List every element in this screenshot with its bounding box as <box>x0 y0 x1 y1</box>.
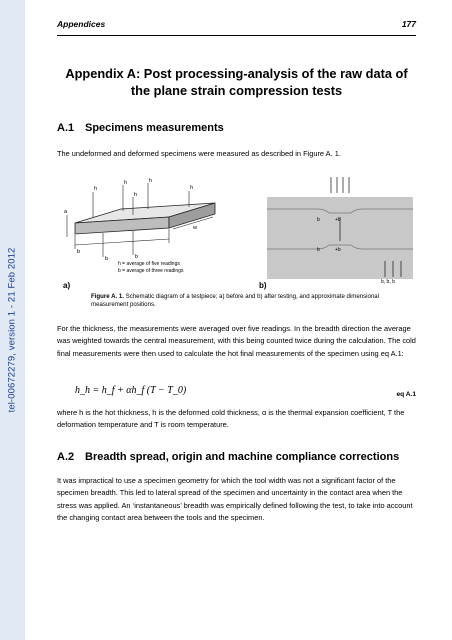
specimen-after-diagram <box>265 177 415 285</box>
svg-text:b: b <box>317 217 320 223</box>
equation-a1: h_h = h_f + αh_f (T − T_0) <box>75 385 187 396</box>
svg-text:h: h <box>149 178 153 184</box>
appendix-title <box>57 65 416 99</box>
section-number: A.1 <box>57 122 75 134</box>
svg-text:h: h <box>134 192 138 198</box>
figure-label-b: b) <box>259 281 267 290</box>
section-number: A.2 <box>57 451 75 463</box>
svg-text:b: b <box>77 249 81 255</box>
svg-text:b: b <box>105 256 109 262</box>
appendix-title-line-2: the plane strain compression tests <box>130 83 343 98</box>
section-heading-a1 <box>57 122 224 134</box>
svg-text:+b: +b <box>335 247 341 253</box>
svg-text:b: b <box>317 247 320 253</box>
caption-text: Schematic diagram of a testpiece; a) before and b) after testing, and approximate dimensional measurement positions. <box>91 293 380 309</box>
thickness-paragraph: For the thickness, the measurements were averaged over five readings. In the breadth direction the average was weighted towards the central measurement, with this being counted twice during the calculation. The cold final measurements were then used to calculate the hot final measurements of the specimen using eq A.1: <box>57 324 416 358</box>
svg-text:h: h <box>124 180 128 186</box>
section-title: Specimens measurements <box>85 122 224 134</box>
section-a2-body: It was impractical to use a specimen geometry for which the tool width was not a significant factor of the specimen breadth. This led to lateral spread of the specimen and uncertainty in the contact area when the stress was applied. An ‘instantaneous’ breadth was empirically defined following the test, to take into account the changing contact area between the tools and the specimen. <box>57 476 413 522</box>
svg-text:+b: +b <box>335 217 341 223</box>
figure-caption <box>91 293 402 310</box>
svg-text:h: h <box>190 185 194 191</box>
figure-label-a: a) <box>63 281 71 290</box>
document-page <box>25 0 452 640</box>
header-section: Appendices <box>57 19 106 29</box>
header-rule <box>57 35 416 36</box>
legend-b-text: b = average of three readings <box>118 268 184 274</box>
section-title: Breadth spread, origin and machine compliance corrections <box>85 451 400 463</box>
caption-lead: Figure A. 1. <box>91 293 124 300</box>
equation-tag: eq A.1 <box>396 391 416 398</box>
section-heading-a2 <box>57 451 399 463</box>
svg-text:w: w <box>193 225 197 231</box>
specimen-before-diagram <box>63 177 253 277</box>
section-a1-intro: The undeformed and deformed specimens were measured as described in Figure A. 1. <box>57 149 341 158</box>
svg-text:h: h <box>94 186 98 192</box>
figure-a1 <box>63 177 415 290</box>
svg-text:a: a <box>64 209 68 215</box>
equation-explanation: where h is the hot thickness, h is the deformed cold thickness, α is the thermal expansion coefficient, T the deformation temperature and T is room temperature. <box>57 408 405 430</box>
appendix-title-line-1: Appendix A: Post processing-analysis of the raw data of <box>65 66 408 81</box>
legend-h-text: h = average of five readings <box>118 261 180 267</box>
svg-text:b, b, b: b, b, b <box>381 279 395 285</box>
left-margin-strip <box>0 0 25 640</box>
running-header <box>57 19 416 33</box>
header-page-number: 177 <box>401 19 416 29</box>
svg-text:b: b <box>135 254 139 260</box>
archive-id-vertical: tel-00672279, version 1 - 21 Feb 2012 <box>6 247 18 413</box>
